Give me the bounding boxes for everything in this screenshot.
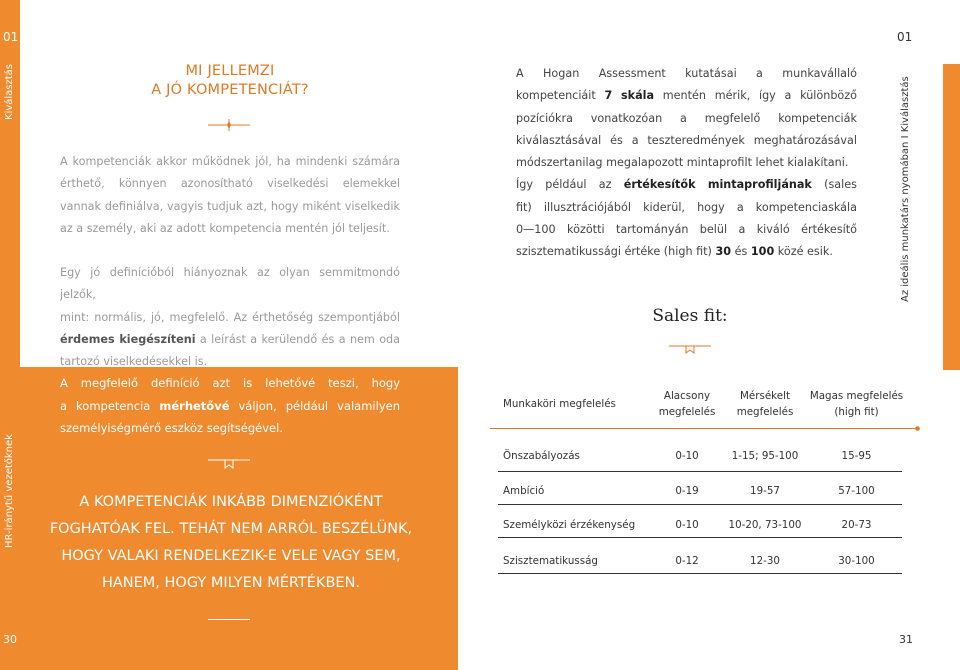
measurable-line: A megfelelő definíció azt is lehetővé teszi, hogy <box>60 376 400 390</box>
divider-bookmark-icon <box>208 457 250 471</box>
definition-line: Egy jó definícióból hiányoznak az olyan semmitmondó jelzők, <box>60 266 400 302</box>
definition-text: a leírást a kerülendő és a nem oda <box>195 332 400 346</box>
table-header-cell <box>648 380 726 428</box>
bold-phrase: mérhetővé <box>159 398 230 413</box>
definition-line <box>60 329 400 351</box>
table-cell: 0-10 <box>675 519 699 531</box>
table-header-row <box>498 380 909 428</box>
table-cell: Ambíció <box>503 485 545 497</box>
side-label-left: Kiválasztás <box>4 63 15 120</box>
quote-line: FOGHATÓAK FEL. TEHÁT NEM ARRÓL BESZÉLÜNK, <box>49 521 413 537</box>
table-row <box>498 542 909 580</box>
hogan-line: módszertanilag megalapozott mintaprofilt lehet kialakítani. <box>516 156 849 170</box>
hogan-text: és <box>731 245 751 259</box>
header-line: Mérsékelt <box>740 390 790 402</box>
table-cell: 0-19 <box>675 485 699 497</box>
measurable-paragraph <box>60 372 400 440</box>
page-number-left: 30 <box>3 633 17 646</box>
hogan-line <box>516 174 857 196</box>
header-line: (high fit) <box>834 406 879 418</box>
heading-line-2: A JÓ KOMPETENCIÁT? <box>151 82 309 98</box>
table-cell: 57-100 <box>838 485 875 497</box>
table-cell: 0-10 <box>675 450 699 462</box>
table-row <box>498 428 909 474</box>
hogan-paragraph <box>516 63 857 264</box>
divider-diamond-icon <box>208 118 250 132</box>
measurable-text: a kompetencia <box>60 398 160 413</box>
table-header-cell <box>804 380 909 428</box>
hogan-text: szisztematikussági értéke (high fit) <box>516 245 716 259</box>
hogan-text: mentén mérik, így a különböző <box>654 89 857 103</box>
table-cell: 1-15; 95-100 <box>731 450 799 462</box>
section-heading <box>120 62 340 100</box>
hogan-text: (sales <box>811 178 857 192</box>
table-cell: 20-73 <box>841 519 872 531</box>
sales-fit-title: Sales fit: <box>652 306 728 326</box>
hogan-line <box>516 85 857 107</box>
header-line: Alacsony <box>663 390 711 402</box>
side-label-bottom-left: HR-iránytű vezetőknek <box>4 434 15 548</box>
hogan-text <box>612 89 621 102</box>
page-marker-right: 01 <box>897 30 913 44</box>
definition-line: tartozó viselkedésekkel is. <box>60 355 208 369</box>
hogan-line: kiválasztásával és a teszteredmények meghatározásával <box>516 133 857 147</box>
pull-quote <box>46 489 416 597</box>
measurable-line <box>60 395 400 418</box>
table-cell: Szisztematikusság <box>503 555 598 567</box>
table-row <box>498 508 909 542</box>
page-marker-left: 01 <box>3 30 19 44</box>
table-header-cell: Munkaköri megfelelés <box>503 398 616 410</box>
quote-line: HOGY VALAKI RENDELKEZIK-E VELE VAGY SEM, <box>61 548 401 564</box>
table-cell: 12-30 <box>750 555 780 567</box>
hogan-line <box>516 241 857 263</box>
hogan-line: A Hogan Assessment kutatásai a munkavállaló <box>516 67 857 80</box>
intro-line: az a személy, aki az adott kompetencia mentén jól teljesít. <box>60 221 390 235</box>
intro-line: vannak definiálva, vagyis tudjuk azt, hogy miként viselkedik <box>60 199 400 213</box>
table-cell: Önszabályozás <box>503 450 580 462</box>
header-line: megfelelés <box>658 406 716 418</box>
intro-line: A kompetenciák akkor működnek jól, ha mindenki számára <box>60 155 400 168</box>
header-line: Magas megfelelés <box>809 390 904 402</box>
measurable-line: személyiségmérő eszköz segítségével. <box>60 421 283 435</box>
right-edge-strip <box>943 64 960 370</box>
table-row <box>498 474 909 508</box>
table-cell: 19-57 <box>750 485 780 497</box>
hogan-text: kompetenciáit <box>516 89 605 103</box>
quote-line: HANEM, HOGY MILYEN MÉRTÉKBEN. <box>101 575 361 591</box>
quote-end-rule <box>208 619 250 620</box>
divider-bookmark-icon <box>669 340 711 354</box>
definition-paragraph <box>60 262 400 373</box>
table-cell: 0-12 <box>675 555 699 567</box>
header-line: megfelelés <box>736 406 794 418</box>
bold-number: 7 <box>604 89 613 103</box>
bold-number: 100 <box>750 245 775 259</box>
rule-end-dot-icon <box>913 424 922 433</box>
heading-line-1: MI JELLEMZI <box>185 63 275 79</box>
sales-fit-table <box>498 380 909 580</box>
bold-word: értékesítők <box>623 178 696 192</box>
measurable-text: váljon, például valamilyen <box>229 398 400 413</box>
hogan-line: 0—100 közötti tartományán belül a kiváló értékesítő <box>516 223 857 237</box>
hogan-line: pozíciókra vonatkozóan a megfelelő kompetenciák <box>516 111 857 125</box>
table-header-cell <box>726 380 804 428</box>
table-cell: Személyközi érzékenység <box>503 519 636 531</box>
definition-line: mint: normális, jó, megfelelő. Az érthetőség szempontjából <box>60 310 400 324</box>
side-label-right: Az ideális munkatárs nyomában I Kiválasztás <box>900 76 911 302</box>
table-cell: 30-100 <box>838 555 875 567</box>
bold-number: 30 <box>715 245 732 259</box>
hogan-text: közé esik. <box>774 245 833 259</box>
table-cell: 15-95 <box>841 450 872 462</box>
hogan-text <box>696 178 708 191</box>
hogan-text: Így például az <box>516 178 624 192</box>
hogan-line: fit) illusztrációjából kiderül, hogy a kompetenciaskála <box>516 200 857 214</box>
bold-phrase: érdemes kiegészíteni <box>60 332 196 346</box>
intro-paragraph <box>60 151 400 240</box>
table-cell: 10-20, 73-100 <box>728 519 802 531</box>
intro-line: érthető, könnyen azonosítható viselkedési elemekkel <box>60 177 400 191</box>
bold-word: skála <box>621 89 655 103</box>
bold-word: mintaprofiljának <box>707 178 812 192</box>
page-number-right: 31 <box>899 633 913 646</box>
quote-line: A KOMPETENCIÁK INKÁBB DIMENZIÓKÉNT <box>79 494 383 510</box>
